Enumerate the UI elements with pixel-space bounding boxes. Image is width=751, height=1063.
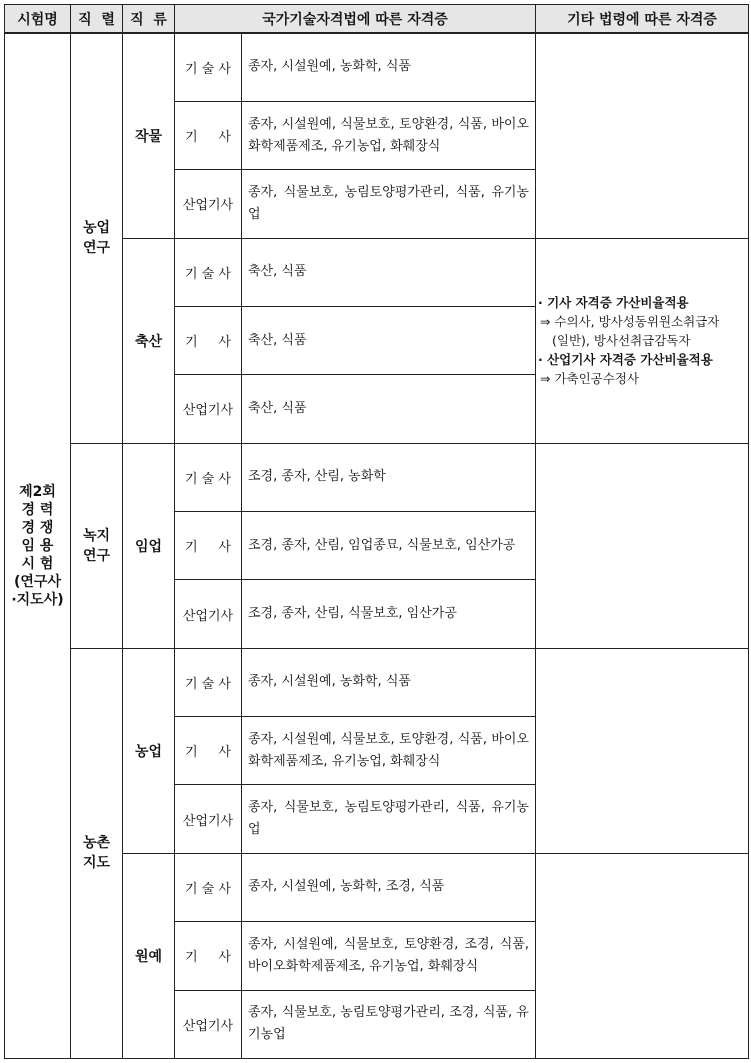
field-cell-rural-guidance <box>71 648 123 1058</box>
cert-list: 축산, 식품 <box>242 306 536 374</box>
exam-name-line: 경 력 <box>21 502 54 518</box>
exam-name-line: ·지도사) <box>11 592 64 608</box>
grade-label: 기 술 사 <box>175 648 242 716</box>
field-line: 연구 <box>82 547 111 564</box>
header-field: 직 렬 <box>71 5 123 34</box>
header-row <box>5 5 749 34</box>
grade-label: 기 술 사 <box>175 33 242 101</box>
exam-name-line: 제2회 <box>19 484 56 500</box>
grade-label: 기 술 사 <box>175 443 242 511</box>
type-cell: 농업 <box>123 648 175 853</box>
cert-list: 축산, 식품 <box>242 375 536 443</box>
other-cert-empty <box>536 443 749 648</box>
field-line: 녹지 <box>82 527 111 544</box>
grade-label: 기 술 사 <box>175 238 242 306</box>
other-sanup-title: · 산업기사 자격증 가산비율적용 <box>538 352 713 368</box>
type-cell: 축산 <box>123 238 175 443</box>
cert-list: 종자, 시설원예, 식물보호, 토양환경, 식품, 바이오화학제품제조, 유기농업, 화훼장식 <box>242 717 536 785</box>
grade-label: 기 사 <box>175 922 242 990</box>
cert-list: 조경, 종자, 산림, 임업종묘, 식물보호, 임산가공 <box>242 512 536 580</box>
type-cell: 원예 <box>123 853 175 1058</box>
cert-list: 종자, 식물보호, 농림토양평가관리, 식품, 유기농업 <box>242 170 536 238</box>
cert-list: 종자, 식물보호, 농림토양평가관리, 식품, 유기농업 <box>242 785 536 853</box>
cert-list: 조경, 종자, 산림, 식물보호, 임산가공 <box>242 580 536 648</box>
header-other-cert: 기타 법령에 따른 자격증 <box>536 5 749 34</box>
certificate-table <box>4 4 749 1059</box>
other-cert-cell <box>536 238 749 443</box>
cert-list: 종자, 시설원예, 농화학, 식품 <box>242 33 536 101</box>
other-gisa-note: ⇒ 수의사, 방사성동위원소취급자 <box>540 314 720 330</box>
field-line: 농업 <box>82 220 111 237</box>
type-cell: 임업 <box>123 443 175 648</box>
exam-name-line: 시 험 <box>21 556 54 572</box>
cert-list: 축산, 식품 <box>242 238 536 306</box>
grade-label: 기 사 <box>175 101 242 169</box>
cert-list: 종자, 시설원예, 농화학, 식품 <box>242 648 536 716</box>
other-cert-empty <box>536 853 749 1058</box>
field-line: 농촌 <box>82 835 111 852</box>
grade-label: 기 사 <box>175 512 242 580</box>
table-row <box>5 648 749 716</box>
grade-label: 산업기사 <box>175 580 242 648</box>
grade-label: 기 사 <box>175 306 242 374</box>
field-cell-green-research <box>71 443 123 648</box>
header-national-cert: 국가기술자격법에 따른 자격증 <box>175 5 536 34</box>
cert-list: 종자, 시설원예, 농화학, 조경, 식품 <box>242 853 536 921</box>
field-cell-agri-research <box>71 33 123 443</box>
cert-list: 종자, 식물보호, 농림토양평가관리, 조경, 식품, 유기농업 <box>242 990 536 1058</box>
type-cell: 작물 <box>123 33 175 238</box>
grade-label: 산업기사 <box>175 785 242 853</box>
exam-name-line: 임 용 <box>21 538 54 554</box>
grade-label: 산업기사 <box>175 170 242 238</box>
other-cert-empty <box>536 33 749 238</box>
other-sanup-note: ⇒ 가축인공수정사 <box>540 371 639 387</box>
grade-label: 산업기사 <box>175 375 242 443</box>
table-row <box>5 443 749 511</box>
exam-name-cell <box>5 33 71 1059</box>
cert-list: 종자, 시설원예, 식물보호, 토양환경, 식품, 바이오화학제품제조, 유기농업, 화훼장식 <box>242 101 536 169</box>
other-cert-empty <box>536 648 749 853</box>
header-type: 직 류 <box>123 5 175 34</box>
other-gisa-title: · 기사 자격증 가산비율적용 <box>538 295 689 311</box>
table-row <box>5 33 749 101</box>
cert-list: 종자, 시설원예, 식물보호, 토양환경, 조경, 식품, 바이오화학제품제조, 유기농업, 화훼장식 <box>242 922 536 990</box>
cert-list: 조경, 종자, 산림, 농화학 <box>242 443 536 511</box>
exam-name-line: 경 쟁 <box>21 520 54 536</box>
grade-label: 기 사 <box>175 717 242 785</box>
field-line: 지도 <box>82 855 111 872</box>
other-gisa-note: (일반), 방사선취급감독자 <box>552 333 691 349</box>
grade-label: 산업기사 <box>175 990 242 1058</box>
grade-label: 기 술 사 <box>175 853 242 921</box>
field-line: 연구 <box>82 240 111 257</box>
exam-name-line: (연구사 <box>14 574 61 590</box>
header-exam: 시험명 <box>5 5 71 34</box>
